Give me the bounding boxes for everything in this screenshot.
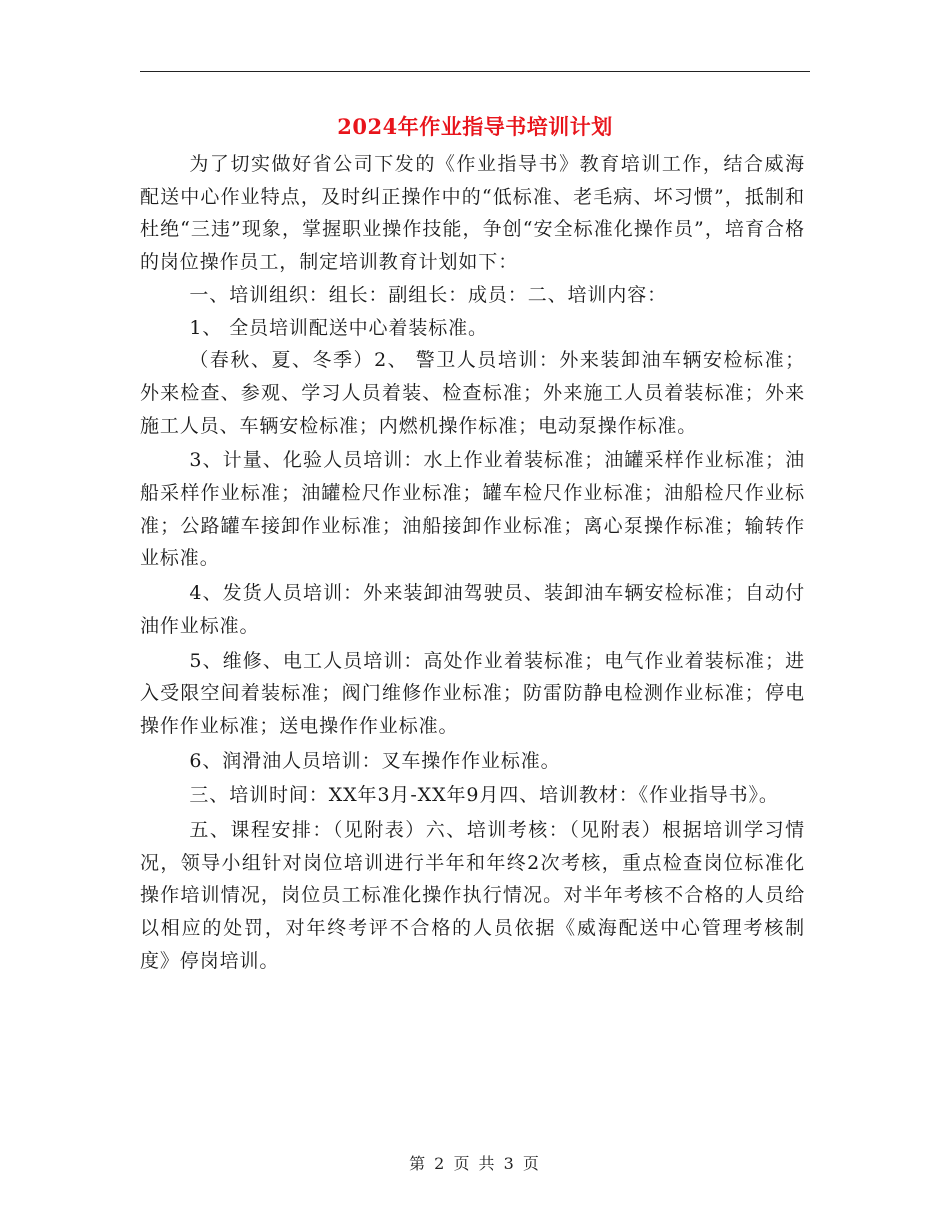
paragraph-item-6: 6、润滑油人员培训：叉车操作作业标准。 — [189, 749, 561, 772]
paragraph-item-2: （春秋、夏、冬季）2、 警卫人员培训：外来装卸油车辆安检标准；外来检查、参观、学习人员着装、检查标准；外来施工人员着装标准；外来施工人员、车辆安检标准；内燃机操作标准；电动泵操作标准。 — [140, 349, 805, 437]
paragraph-item-4: 4、发货人员培训：外来装卸油驾驶员、装卸油车辆安检标准；自动付油作业标准。 — [140, 582, 805, 637]
paragraph-item-5: 5、维修、电工人员培训：高处作业着装标准；电气作业着装标准；进入受限空间着装标准；阀门维修作业标准；防雷防静电检测作业标准；停电操作作业标准；送电操作作业标准。 — [140, 649, 805, 737]
paragraph-organization: 一、培训组织：组长：副组长：成员：二、培训内容： — [189, 283, 667, 306]
paragraph-assessment: 五、课程安排：（见附表）六、培训考核：（见附表）根据培训学习情况，领导小组针对岗位培训进行半年和年终2次考核，重点检查岗位标准化操作培训情况，岗位员工标准化操作执行情况。对半年考核不合格的人员给以相应的处罚，对年终考评不合格的人员依据《威海配送中心管理考核制度》停岗培训。 — [140, 819, 805, 972]
page-number: 第 2 页 共 3 页 — [409, 1154, 541, 1173]
paragraph-schedule: 三、培训时间：XX年3月-XX年9月四、培训教材：《作业指导书》。 — [189, 784, 779, 807]
paragraph-item-1: 1、 全员培训配送中心着装标准。 — [189, 316, 488, 339]
document-body — [140, 148, 805, 978]
document-title: 2024年作业指导书培训计划 — [337, 114, 613, 139]
paragraph-item-3: 3、计量、化验人员培训：水上作业着装标准；油罐采样作业标准；油船采样作业标准；油罐检尺作业标准；罐车检尺作业标准；油船检尺作业标准；公路罐车接卸作业标准；油船接卸作业标准；离心泵操作标准；输转作业标准。 — [140, 449, 805, 570]
header-rule — [140, 71, 810, 72]
paragraph-intro: 为了切实做好省公司下发的《作业指导书》教育培训工作，结合威海配送中心作业特点，及时纠正操作中的“低标准、老毛病、坏习惯”，抵制和杜绝“三违”现象，掌握职业操作技能，争创“安全标准化操作员”，培育合格的岗位操作员工，制定培训教育计划如下： — [140, 153, 805, 274]
